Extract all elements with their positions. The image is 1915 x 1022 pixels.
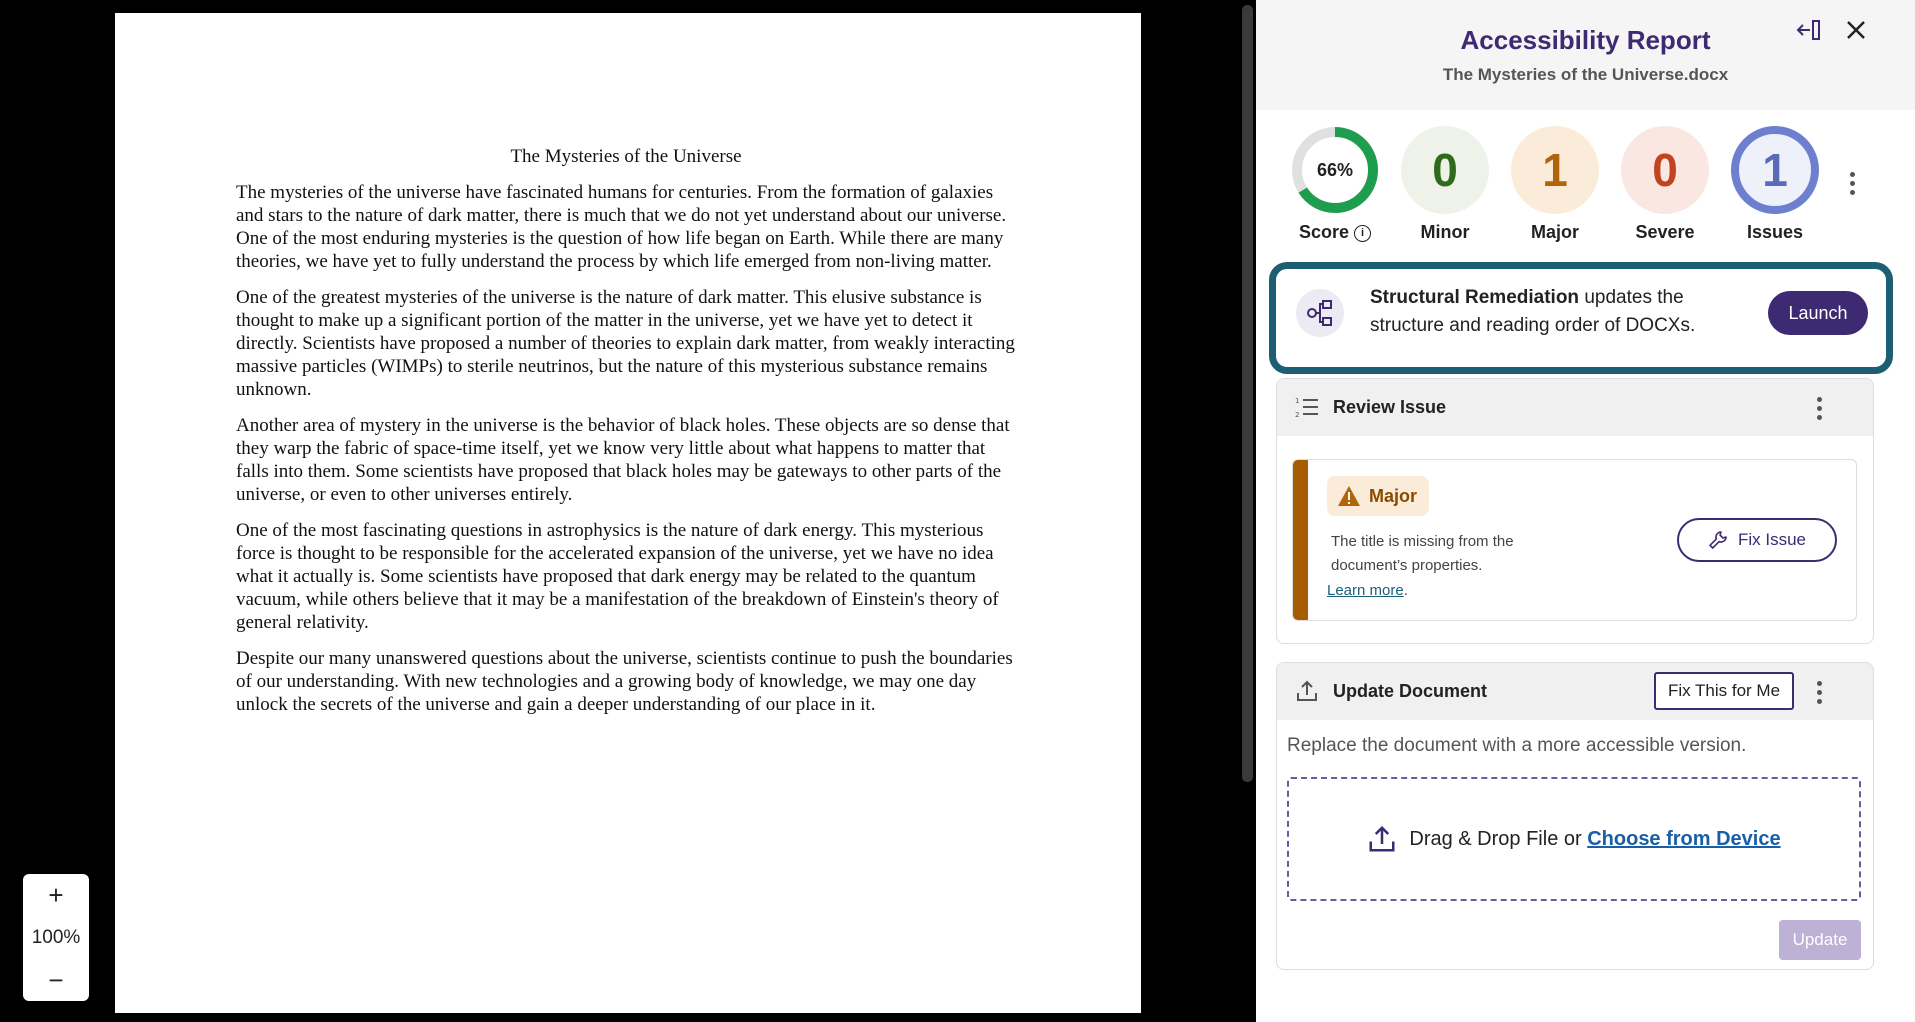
update-document-header <box>1277 663 1873 720</box>
document-paragraph: One of the most fascinating questions in astrophysics is the nature of dark energy. This mysterious force is thought to be responsible for the accelerated expansion of the universe, yet we have no idea what it actually is. Some scientists have proposed that dark energy may be related to the quantum vacuum, while others believe that it may be a manifestation of the breakdown of Einstein's theory of general relativity. <box>236 520 999 633</box>
review-more-menu[interactable] <box>1817 397 1822 420</box>
dot <box>1817 690 1822 695</box>
close-icon <box>1845 19 1867 41</box>
review-issue-title: Review Issue <box>1333 397 1447 417</box>
severe-count: 0 <box>1621 126 1709 214</box>
file-name: The Mysteries of the Universe.docx <box>1442 65 1729 84</box>
choose-from-device-link[interactable]: Choose from Device <box>1587 827 1781 850</box>
drop-text: Drag & Drop File or <box>1409 827 1588 850</box>
fix-issue-label: Fix Issue <box>1737 530 1807 549</box>
severe-stat <box>1620 126 1710 243</box>
structural-remediation-banner <box>1269 262 1893 374</box>
file-drop-zone[interactable] <box>1287 777 1861 901</box>
collapse-panel-button[interactable] <box>1792 14 1824 46</box>
viewer-scrollbar[interactable] <box>1242 5 1253 782</box>
score-label: Score <box>1298 222 1349 242</box>
document-paragraph: Despite our many unanswered questions about the universe, scientists continue to push the boundaries of our understanding. With new technologies and a growing body of knowledge, we may one day unlock the secrets of the universe and gain a deeper understanding of our place in it. <box>236 648 1013 715</box>
warning-icon <box>1337 485 1361 507</box>
document-paragraph: Another area of mystery in the universe is the behavior of black holes. These objects are so dense that they warp the fabric of space-time itself, yet we know very little about what happens to matter that falls into them. Some scientists have proposed that black holes may be gateways to other parts of the universe, or even to other universes entirely. <box>236 415 1010 505</box>
dot <box>1850 181 1855 186</box>
zoom-in-button[interactable]: + <box>48 880 64 910</box>
update-button[interactable]: Update <box>1779 920 1861 960</box>
update-document-card <box>1276 662 1874 970</box>
zoom-out-button[interactable]: − <box>48 965 64 995</box>
upload-icon <box>1295 679 1319 703</box>
severe-label: Severe <box>1635 222 1695 242</box>
numbered-list-icon <box>1295 395 1319 419</box>
close-panel-button[interactable] <box>1840 14 1872 46</box>
panel-title: Accessibility Report <box>1460 25 1711 55</box>
score-summary <box>1256 126 1915 246</box>
dot <box>1817 406 1822 411</box>
promo-heading: Structural Remediation <box>1370 287 1580 308</box>
accessibility-panel <box>1256 0 1915 1022</box>
svg-text:1: 1 <box>1295 397 1300 405</box>
dot <box>1817 415 1822 420</box>
minor-label: Minor <box>1420 222 1470 242</box>
zoom-level: 100% <box>31 926 81 948</box>
dot <box>1850 172 1855 177</box>
issue-description: The title is missing from the document’s properties. <box>1331 533 1514 574</box>
update-document-title: Update Document <box>1333 681 1488 701</box>
update-more-menu[interactable] <box>1817 681 1822 704</box>
score-value: 66% <box>1316 159 1354 180</box>
update-description: Replace the document with a more accessible version. <box>1287 735 1747 756</box>
document-title: The Mysteries of the Universe <box>510 146 742 167</box>
review-issue-card <box>1276 378 1874 644</box>
learn-more-link[interactable] <box>1327 582 1408 599</box>
dot <box>1817 699 1822 704</box>
issues-label: Issues <box>1746 222 1804 242</box>
collapse-icon <box>1794 18 1822 42</box>
score-label-row <box>1290 222 1380 243</box>
issues-stat[interactable] <box>1730 126 1820 243</box>
minor-count: 0 <box>1401 126 1489 214</box>
learn-more-text[interactable]: Learn more <box>1327 582 1404 599</box>
promo-text <box>1370 284 1730 340</box>
panel-header <box>1256 0 1915 110</box>
launch-button[interactable]: Launch <box>1768 291 1868 335</box>
dot <box>1817 397 1822 402</box>
document-paragraph: The mysteries of the universe have fascinated humans for centuries. From the formation of galaxies and stars to the nature of dark matter, there is much that we do not yet understand about our universe. One of the most enduring mysteries is the question of how life began on Earth. While there are many theories, we have yet to fully understand the process by which life emerged from non-living matter. <box>236 182 1007 272</box>
major-count: 1 <box>1511 126 1599 214</box>
severity-bar <box>1293 460 1308 620</box>
wrench-icon <box>1708 530 1728 550</box>
structure-icon <box>1296 289 1344 337</box>
document-paragraph: One of the greatest mysteries of the universe is the nature of dark matter. This elusive substance is thought to make up a significant portion of the matter in the universe, yet we have yet to detect it directly. Scientists have proposed a number of theories to explain dark matter, from weakly interacting massive particles (WIMPs) to sterile neutrinos, but the nature of this mysterious substance remains unknown. <box>236 287 1015 400</box>
major-label: Major <box>1530 222 1579 242</box>
learn-more-period: . <box>1403 582 1408 599</box>
severity-badge <box>1327 476 1429 516</box>
upload-icon <box>1367 824 1397 854</box>
document-page <box>115 13 1141 1013</box>
fix-this-for-me-button[interactable]: Fix This for Me <box>1654 672 1794 710</box>
dot <box>1817 681 1822 686</box>
severity-label: Major <box>1369 485 1418 506</box>
issue-item <box>1292 459 1857 621</box>
score-stat <box>1290 126 1380 243</box>
dot <box>1850 190 1855 195</box>
score-ring <box>1291 126 1379 214</box>
svg-text:2: 2 <box>1295 411 1300 419</box>
zoom-control <box>23 874 89 1001</box>
promo-description: updates the structure and reading order of DOCXs. <box>1370 287 1696 336</box>
info-icon[interactable]: i <box>1354 225 1371 242</box>
document-body <box>236 133 1016 729</box>
fix-issue-button[interactable] <box>1677 518 1837 562</box>
issues-count[interactable]: 1 <box>1731 126 1819 214</box>
minor-stat <box>1400 126 1490 243</box>
major-stat <box>1510 126 1600 243</box>
report-more-menu[interactable] <box>1850 172 1855 195</box>
review-issue-header <box>1277 379 1873 436</box>
